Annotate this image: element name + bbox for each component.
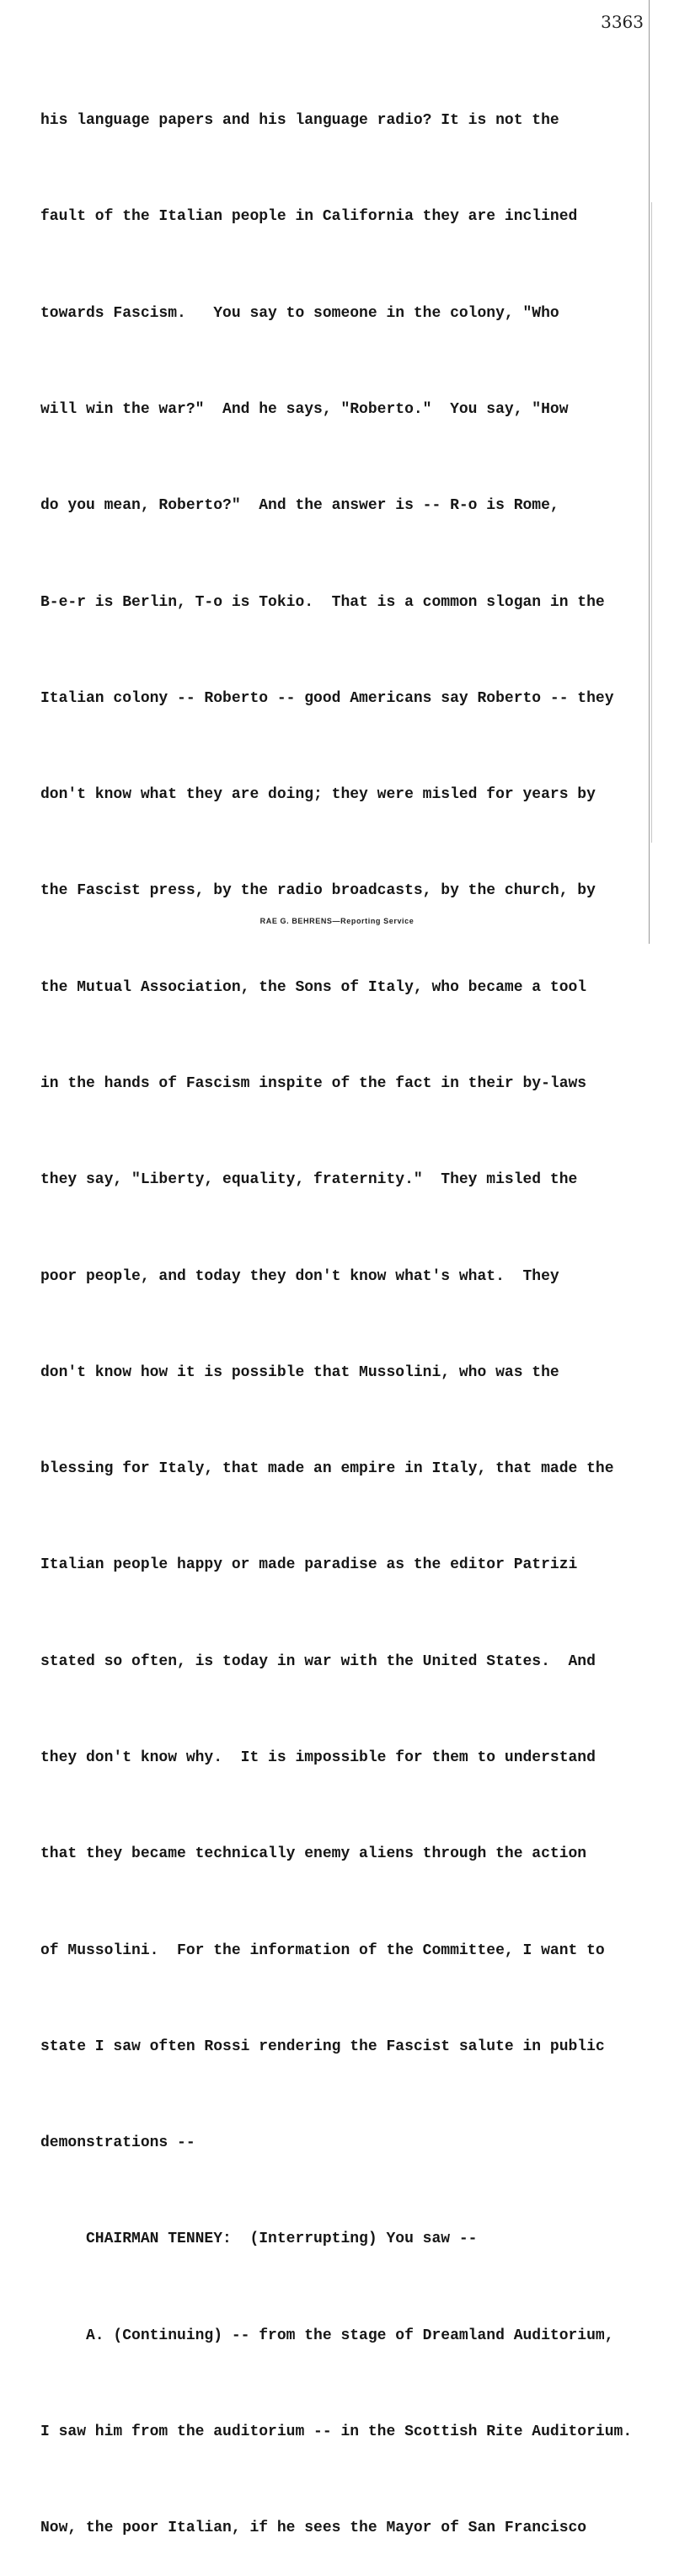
transcript-line: they say, "Liberty, equality, fraternity." They misled the bbox=[40, 1171, 578, 1189]
transcript-line: fault of the Italian people in California they are inclined bbox=[40, 208, 578, 226]
transcript-body bbox=[40, 40, 655, 2576]
answer-line: A. (Continuing) -- from the stage of Dreamland Auditorium, bbox=[40, 2327, 614, 2344]
transcript-line: his language papers and his language radio? It is not the bbox=[40, 112, 559, 130]
page-number: 3363 bbox=[601, 12, 644, 32]
transcript-line: the Mutual Association, the Sons of Italy, who became a tool bbox=[40, 978, 587, 996]
reporting-service-footer: RAE G. BEHRENS—Reporting Service bbox=[259, 917, 415, 925]
transcript-line: blessing for Italy, that made an empire in Italy, that made the bbox=[40, 1460, 614, 1478]
transcript-line: do you mean, Roberto?" And the answer is -- R-o is Rome, bbox=[40, 497, 559, 515]
transcript-line: stated so often, is today in war with the United States. And bbox=[40, 1652, 596, 1670]
speaker-line: CHAIRMAN TENNEY: (Interrupting) You saw -- bbox=[40, 2231, 478, 2248]
transcript-line: the Fascist press, by the radio broadcasts, by the church, by bbox=[40, 882, 596, 900]
transcript-line: Italian people happy or made paradise as the editor Patrizi bbox=[40, 1556, 578, 1574]
transcript-line: poor people, and today they don't know what's what. They bbox=[40, 1267, 559, 1285]
transcript-line: of Mussolini. For the information of the Committee, I want to bbox=[40, 1941, 605, 1959]
transcript-line: towards Fascism. You say to someone in the colony, "Who bbox=[40, 304, 559, 322]
transcript-line: they don't know why. It is impossible for them to understand bbox=[40, 1749, 596, 1766]
transcript-line: state I saw often Rossi rendering the Fascist salute in public bbox=[40, 2038, 605, 2055]
transcript-line: Now, the poor Italian, if he sees the Mayor of San Francisco bbox=[40, 2520, 587, 2537]
transcript-line: in the hands of Fascism inspite of the fact in their by-laws bbox=[40, 1075, 587, 1092]
transcript-line: I saw him from the auditorium -- in the Scottish Rite Auditorium. bbox=[40, 2423, 633, 2440]
transcript-line: will win the war?" And he says, "Roberto." You say, "How bbox=[40, 401, 569, 419]
transcript-line: that they became technically enemy aliens through the action bbox=[40, 1845, 587, 1863]
transcript-line: B-e-r is Berlin, T-o is Tokio. That is a common slogan in the bbox=[40, 593, 605, 611]
transcript-line: demonstrations -- bbox=[40, 2134, 195, 2152]
transcript-line: don't know what they are doing; they were misled for years by bbox=[40, 786, 596, 804]
transcript-line: Italian colony -- Roberto -- good Americans say Roberto -- they bbox=[40, 689, 614, 707]
transcript-line: don't know how it is possible that Mussolini, who was the bbox=[40, 1363, 559, 1381]
